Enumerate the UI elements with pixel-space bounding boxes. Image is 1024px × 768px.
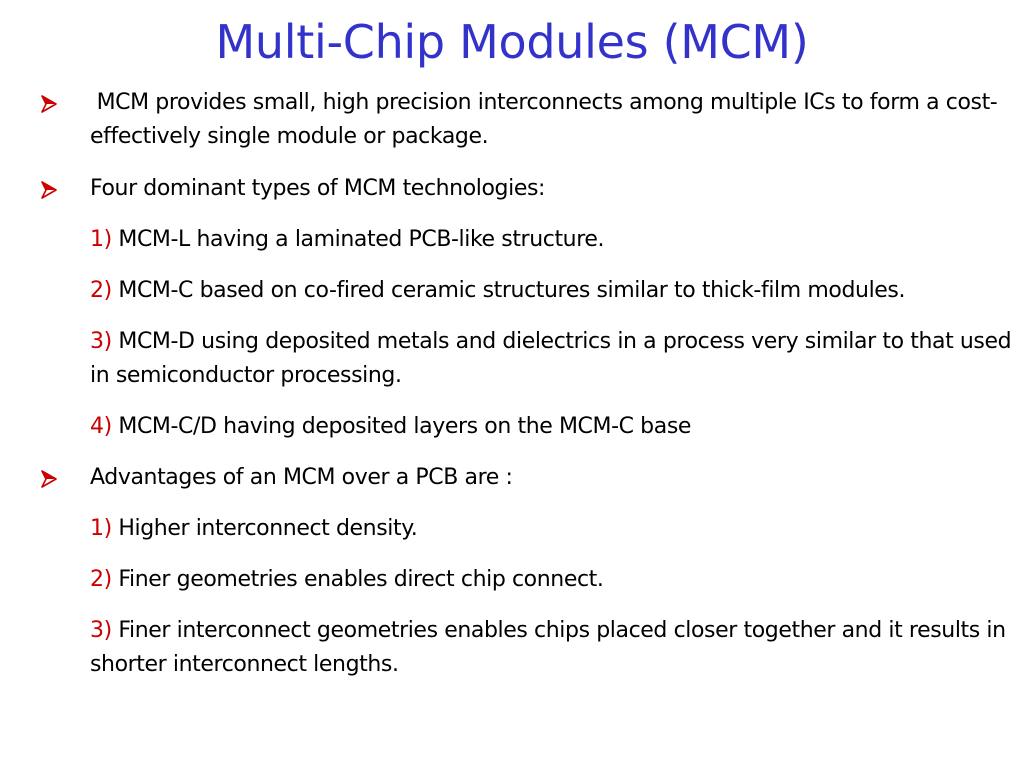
arrow-bullet-icon bbox=[40, 181, 58, 199]
bullet-item bbox=[40, 461, 1020, 495]
item-text: Finer geometries enables direct chip connect. bbox=[111, 567, 604, 592]
item-number: 3) bbox=[90, 329, 112, 354]
slide-body bbox=[40, 86, 1020, 682]
item-text: MCM-C/D having deposited layers on the MCM-C base bbox=[111, 414, 692, 439]
item-text: MCM-D using deposited metals and dielectrics in a process very similar to that used in semiconductor processing. bbox=[90, 329, 1018, 388]
bullet-text: Advantages of an MCM over a PCB are : bbox=[90, 465, 513, 490]
item-text: Finer interconnect geometries enables chips placed closer together and it results in shorter interconnect lengths. bbox=[90, 618, 1013, 677]
list-item bbox=[40, 512, 1020, 546]
item-number: 1) bbox=[90, 516, 112, 541]
bullet-item bbox=[40, 86, 1020, 154]
bullet-text: MCM provides small, high precision interconnects among multiple ICs to form a cost-effectively single module or package. bbox=[90, 90, 998, 149]
list-item bbox=[40, 614, 1020, 682]
item-number: 1) bbox=[90, 227, 112, 252]
item-number: 2) bbox=[90, 567, 112, 592]
bullet-text: Four dominant types of MCM technologies: bbox=[90, 176, 546, 201]
item-text: MCM-C based on co-fired ceramic structures similar to thick-film modules. bbox=[111, 278, 906, 303]
item-number: 2) bbox=[90, 278, 112, 303]
arrow-bullet-icon bbox=[40, 470, 58, 488]
item-text: Higher interconnect density. bbox=[111, 516, 418, 541]
list-item bbox=[40, 325, 1020, 393]
arrow-bullet-icon bbox=[40, 95, 58, 113]
slide-title: Multi-Chip Modules (MCM) bbox=[215, 15, 809, 69]
list-item bbox=[40, 563, 1020, 597]
item-text: MCM-L having a laminated PCB-like structure. bbox=[111, 227, 605, 252]
item-number: 4) bbox=[90, 414, 112, 439]
item-number: 3) bbox=[90, 618, 112, 643]
bullet-item bbox=[40, 172, 1020, 206]
list-item bbox=[40, 274, 1020, 308]
list-item bbox=[40, 223, 1020, 257]
list-item bbox=[40, 410, 1020, 444]
